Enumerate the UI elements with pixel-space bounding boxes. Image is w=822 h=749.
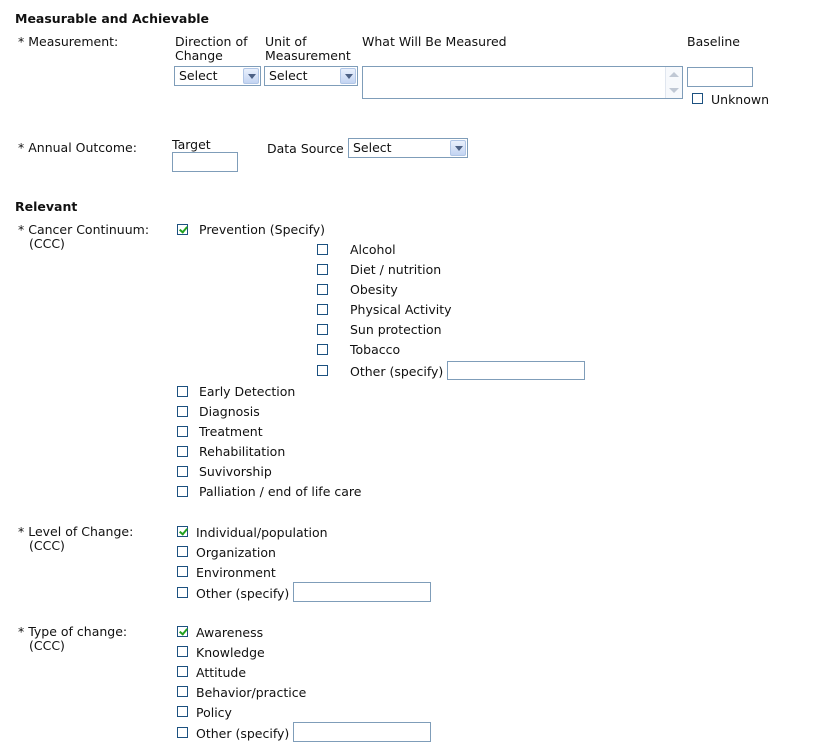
alcohol-label: Alcohol [350, 242, 396, 257]
early-detection-label: Early Detection [199, 384, 296, 399]
measurement-label: * Measurement: [18, 34, 119, 49]
unknown-label: Unknown [711, 92, 770, 107]
target-input[interactable] [172, 152, 238, 172]
environment-label: Environment [196, 565, 276, 580]
obesity-checkbox[interactable] [317, 284, 328, 295]
prevention-label: Prevention (Specify) [199, 222, 326, 237]
attitude-checkbox[interactable] [177, 666, 188, 677]
treatment-checkbox[interactable] [177, 426, 188, 437]
prevention-other-checkbox[interactable] [317, 365, 328, 376]
direction-of-change-value: Select [179, 68, 218, 83]
direction-of-change-label-line1: Direction of [175, 34, 248, 49]
type-other-checkbox[interactable] [177, 727, 188, 738]
early-detection-checkbox[interactable] [177, 386, 188, 397]
diagnosis-label: Diagnosis [199, 404, 260, 419]
alcohol-checkbox[interactable] [317, 244, 328, 255]
baseline-input[interactable] [687, 67, 753, 87]
level-other-input[interactable] [293, 582, 431, 602]
tobacco-label: Tobacco [350, 342, 401, 357]
level-of-change-label: * Level of Change: [18, 524, 134, 539]
rehabilitation-label: Rehabilitation [199, 444, 286, 459]
organization-label: Organization [196, 545, 276, 560]
unit-of-measurement-label-line1: Unit of [265, 34, 307, 49]
chevron-down-icon[interactable] [243, 68, 259, 84]
prevention-other-label: Other (specify) [350, 364, 444, 379]
type-of-change-label: * Type of change: [18, 624, 128, 639]
physical-activity-label: Physical Activity [350, 302, 452, 317]
policy-checkbox[interactable] [177, 706, 188, 717]
organization-checkbox[interactable] [177, 546, 188, 557]
unknown-checkbox[interactable] [692, 93, 703, 104]
knowledge-checkbox[interactable] [177, 646, 188, 657]
direction-of-change-select[interactable] [174, 66, 261, 86]
policy-label: Policy [196, 705, 232, 720]
type-other-label: Other (specify) [196, 726, 290, 741]
sun-protection-checkbox[interactable] [317, 324, 328, 335]
what-will-be-measured-textarea[interactable] [362, 66, 683, 99]
unit-of-measurement-select[interactable] [264, 66, 358, 86]
obesity-label: Obesity [350, 282, 398, 297]
individual-population-checkbox[interactable] [177, 526, 188, 537]
target-label: Target [172, 137, 211, 152]
data-source-value: Select [353, 140, 392, 155]
environment-checkbox[interactable] [177, 566, 188, 577]
type-of-change-ccc-label: (CCC) [29, 638, 65, 653]
annual-outcome-label: * Annual Outcome: [18, 140, 137, 155]
prevention-other-input[interactable] [447, 361, 585, 380]
diet-nutrition-checkbox[interactable] [317, 264, 328, 275]
behavior-practice-label: Behavior/practice [196, 685, 307, 700]
awareness-label: Awareness [196, 625, 264, 640]
type-other-input[interactable] [293, 722, 431, 742]
prevention-checkbox[interactable] [177, 224, 188, 235]
data-source-label: Data Source [267, 141, 344, 156]
tobacco-checkbox[interactable] [317, 344, 328, 355]
unit-of-measurement-label-line2: Measurement [265, 48, 351, 63]
relevant-heading: Relevant [15, 199, 78, 214]
baseline-label: Baseline [687, 34, 740, 49]
direction-of-change-label-line2: Change [175, 48, 223, 63]
sun-protection-label: Sun protection [350, 322, 442, 337]
behavior-practice-checkbox[interactable] [177, 686, 188, 697]
cancer-continuum-label: * Cancer Continuum: [18, 222, 150, 237]
diagnosis-checkbox[interactable] [177, 406, 188, 417]
what-will-be-measured-label: What Will Be Measured [362, 34, 507, 49]
diet-nutrition-label: Diet / nutrition [350, 262, 442, 277]
physical-activity-checkbox[interactable] [317, 304, 328, 315]
chevron-down-icon[interactable] [450, 140, 466, 156]
cancer-continuum-ccc-label: (CCC) [29, 236, 65, 251]
survivorship-checkbox[interactable] [177, 466, 188, 477]
scroll-down-arrow-icon[interactable] [669, 88, 679, 93]
scroll-up-arrow-icon[interactable] [669, 72, 679, 77]
knowledge-label: Knowledge [196, 645, 265, 660]
data-source-select[interactable] [348, 138, 468, 158]
level-other-label: Other (specify) [196, 586, 290, 601]
level-other-checkbox[interactable] [177, 587, 188, 598]
survivorship-label: Suvivorship [199, 464, 272, 479]
awareness-checkbox[interactable] [177, 626, 188, 637]
chevron-down-icon[interactable] [340, 68, 356, 84]
attitude-label: Attitude [196, 665, 247, 680]
individual-population-label: Individual/population [196, 525, 328, 540]
measurable-heading: Measurable and Achievable [15, 11, 210, 26]
level-of-change-ccc-label: (CCC) [29, 538, 65, 553]
palliation-label: Palliation / end of life care [199, 484, 362, 499]
palliation-checkbox[interactable] [177, 486, 188, 497]
treatment-label: Treatment [199, 424, 263, 439]
textarea-scrollbar[interactable] [665, 67, 682, 98]
rehabilitation-checkbox[interactable] [177, 446, 188, 457]
unit-of-measurement-value: Select [269, 68, 308, 83]
